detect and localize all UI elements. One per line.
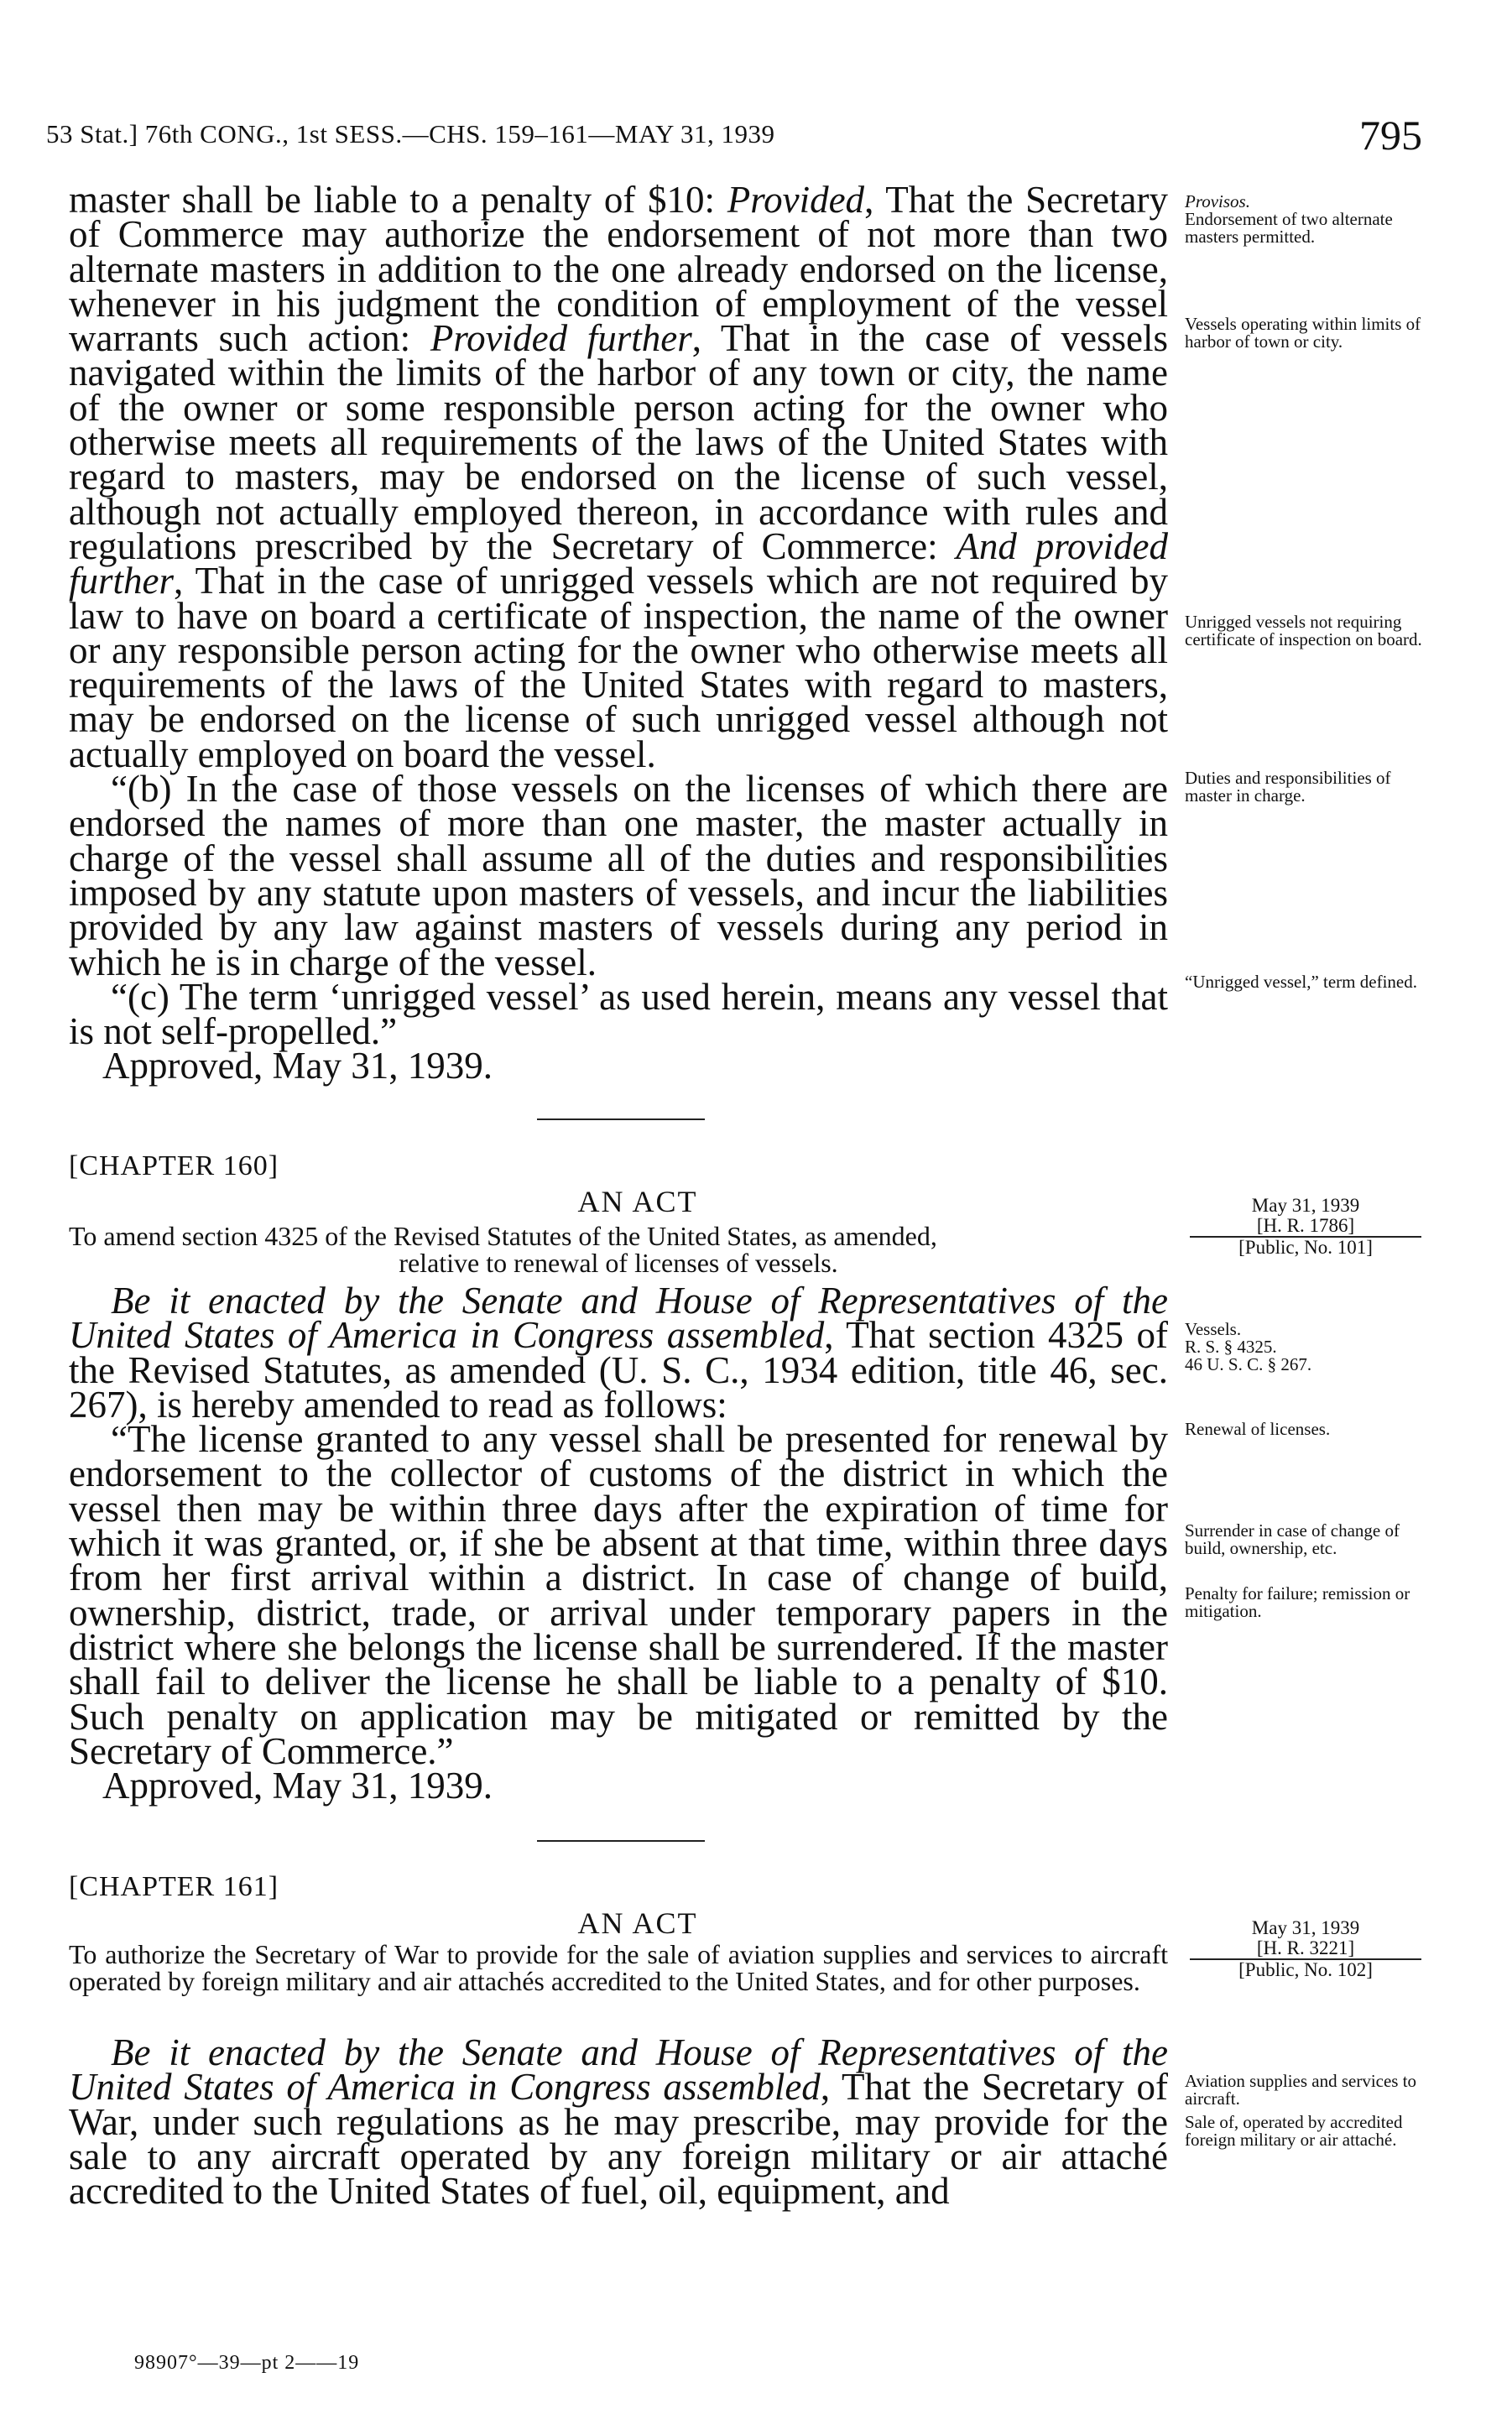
paragraph-c: “(c) The term ‘unrigged vessel’ as used herein, means any vessel that is not self-propelled.” (69, 975, 1168, 1053)
margin-note-duties: Duties and responsibilities of master in charge. (1185, 768, 1391, 806)
margin-note-text: 46 U. S. C. § 267. (1185, 1354, 1312, 1374)
chapter-161-heading: [CHAPTER 161] (69, 1871, 279, 1902)
chapter-161-reference (1185, 1918, 1426, 1980)
margin-note-sale: Sale of, operated by accredited foreign military or air attaché. (1185, 2112, 1403, 2150)
title-line: relative to renewal of licenses of vessels. (399, 1248, 838, 1278)
print-code-footer: 98907°—39—pt 2——19 (134, 2352, 360, 2374)
margin-note-surrender: Surrender in case of change of build, ownership, etc. (1185, 1520, 1400, 1558)
act-heading: AN ACT (577, 1906, 698, 1940)
margin-note-vessels (1185, 1321, 1426, 1374)
approved-date: Approved, May 31, 1939. (102, 1045, 493, 1087)
chapter-160-heading: [CHAPTER 160] (69, 1150, 279, 1181)
margin-note-aviation: Aviation supplies and services to aircraft. (1185, 2071, 1417, 2109)
paragraph-b: “(b) In the case of those vessels on the licenses of which there are endorsed the names of more than one master, the master actually in charge of the vessel shall assume all of the duties and responsibilities imposed by any statute upon masters of vessels, and incur the liabilities provided by any law against masters of vessels during any period in which he is in charge of the vessel. (69, 768, 1168, 983)
margin-note-text: Endorsement of two alternate masters permitted. (1185, 209, 1393, 247)
bill-number: [H. R. 3221] (1190, 1938, 1421, 1960)
chapter-161-text (69, 2031, 1168, 2213)
margin-note-unrigged: Unrigged vessels not requiring certificate of inspection on board. (1185, 612, 1422, 649)
act-heading: AN ACT (577, 1185, 698, 1218)
enacting-clause: Be it enacted by the Senate and House of Representatives of the United States of America in Congress assembled, That the Secretary of War, under such regulations as he may prescribe, may provide for the sale to any aircraft operated by any foreign military or air attaché accredited to the United States of fuel, oil, equipment, and (69, 2031, 1168, 2213)
chapter-160-text (69, 1280, 1168, 1807)
chapter-160-reference (1185, 1196, 1426, 1258)
margin-note-term: “Unrigged vessel,” term defined. (1185, 972, 1417, 992)
enacting-clause: Be it enacted by the Senate and House of Representatives of the United States of America in Congress assembled, That section 4325 of the Revised Statutes, as amended (U. S. C., 1934 edition, title 46, sec. 267), is hereby amended to read as follows: (69, 1280, 1168, 1426)
amended-text: “The license granted to any vessel shall be presented for renewal by endorsement to the collector of customs of the district in which the vessel then may be within three days after the expiration of time for which it was granted, or, if she be absent at that time, within three days from her first arrival within a district. In case of change of build, ownership, district, trade, or arrival under temporary papers in the district where she belongs the license shall be surrendered. If the master shall fail to deliver the license he shall be liable to a penalty of $10. Such penalty on application may be mitigated or remitted by the Secretary of Commerce.” (69, 1418, 1168, 1772)
approved-date: Approved, May 31, 1939. (102, 1765, 493, 1807)
margin-note-harbor: Vessels operating within limits of harbor of town or city. (1185, 314, 1421, 352)
page-number: 795 (1359, 112, 1422, 159)
margin-note-renewal: Renewal of licenses. (1185, 1419, 1331, 1439)
section-divider (537, 1840, 705, 1842)
margin-note-text: R. S. § 4325. (1185, 1337, 1277, 1357)
bill-number: [H. R. 1786] (1190, 1216, 1421, 1238)
header-citation: 53 Stat.] 76th CONG., 1st SESS.—CHS. 159–161—MAY 31, 1939 (46, 119, 775, 149)
public-law-number: [Public, No. 102] (1238, 1959, 1373, 1980)
approval-date: May 31, 1939 (1251, 1195, 1360, 1216)
running-header (46, 111, 1422, 161)
title-line: To amend section 4325 of the Revised Statutes of the United States, as amended, (69, 1221, 937, 1251)
chapter-160-title (69, 1223, 1168, 1276)
chapter-161-title (69, 1941, 1168, 1994)
margin-note-text: Vessels. (1185, 1319, 1242, 1339)
title-paragraph: To authorize the Secretary of War to provide for the sale of aviation supplies and services to aircraft operated by foreign military and air attachés accredited to the United States, and for other purposes. (69, 1939, 1168, 1996)
section-divider (537, 1118, 705, 1120)
margin-note-title: Provisos. (1185, 191, 1250, 211)
margin-note-provisos (1185, 193, 1426, 246)
paragraph-proviso: master shall be liable to a penalty of $10: Provided, That the Secretary of Commerce may authorize the endorsement of not more than two alternate masters in addition to the one already endorsed on the license, whenever in his judgment the condition of employment of the vessel warrants such action: Provided further, That in the case of vessels navigated within the limits of the harbor of any town or city, the name of the owner or some responsible person acting for the owner who otherwise meets all requirements of the laws of the United States with regard to masters, may be endorsed on the license of such vessel, although not actually employed thereon, in accordance with rules and regulations prescribed by the Secretary of Commerce: And provided further, That in the case of unrigged vessels which are not required by law to have on board a certificate of inspection, the name of the owner or any responsible person acting for the owner who otherwise meets all requirements of the laws of the United States with regard to masters, may be endorsed on the license of such unrigged vessel although not actually employed on board the vessel. (69, 179, 1169, 775)
chapter-159-text (69, 179, 1169, 1087)
margin-note-penalty: Penalty for failure; remission or mitigation. (1185, 1583, 1410, 1621)
approval-date: May 31, 1939 (1251, 1917, 1360, 1938)
public-law-number: [Public, No. 101] (1238, 1237, 1373, 1258)
